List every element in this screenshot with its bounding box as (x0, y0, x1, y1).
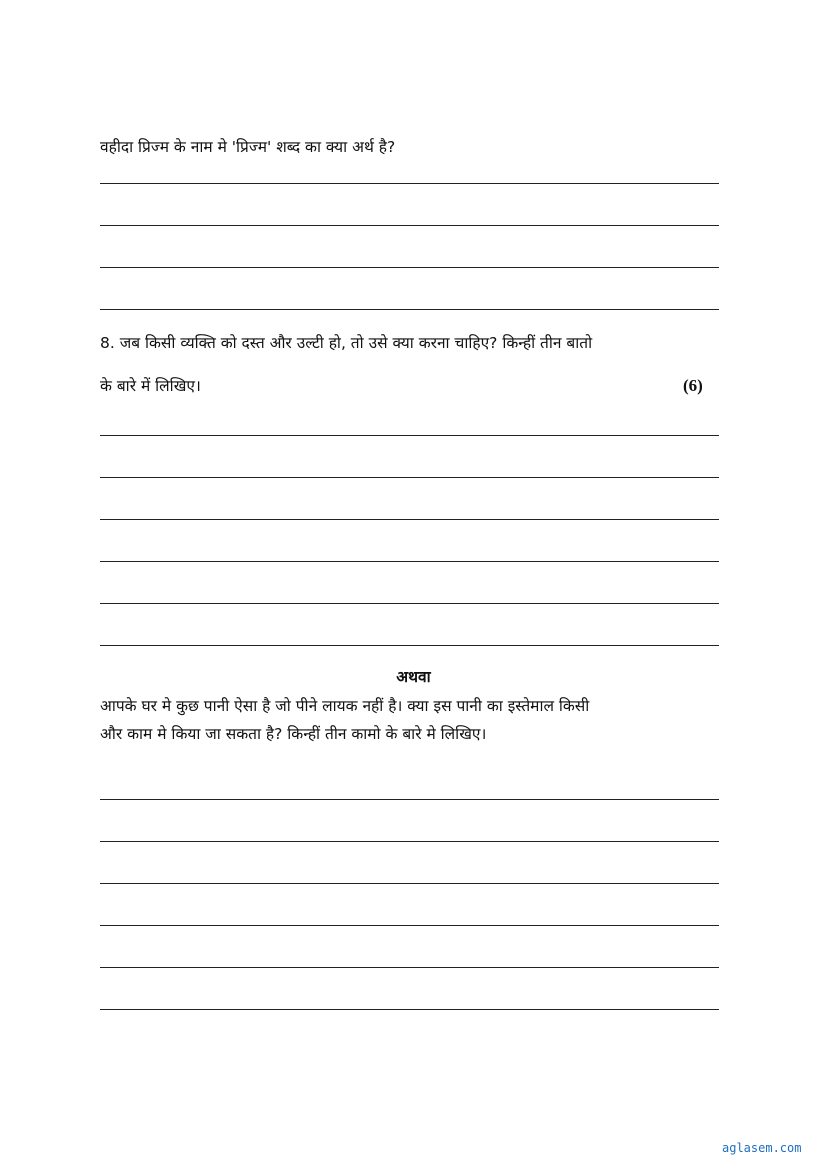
answer-line (100, 267, 719, 268)
answer-line (100, 519, 719, 520)
question-8-marks: (6) (683, 376, 703, 395)
answer-line (100, 183, 719, 184)
answer-line (100, 967, 719, 968)
or-heading: अथवा (396, 668, 431, 686)
answer-line (100, 603, 719, 604)
answer-line (100, 225, 719, 226)
alternative-question-line-2: और काम मे किया जा सकता है? किन्हीं तीन कामो के बारे मे लिखिए। (100, 725, 487, 743)
question-8-line-2: के बारे में लिखिए। (100, 377, 201, 395)
question-8-line-1: 8. जब किसी व्यक्ति को दस्त और उल्टी हो, तो उसे क्या करना चाहिए? किन्हीं तीन बातो (100, 334, 593, 352)
answer-line (100, 477, 719, 478)
watermark: aglasem.com (722, 1141, 802, 1155)
answer-line (100, 561, 719, 562)
alternative-question-line-1: आपके घर मे कुछ पानी ऐसा है जो पीने लायक नहीं है। क्या इस पानी का इस्तेमाल किसी (100, 697, 590, 715)
answer-line (100, 883, 719, 884)
answer-line (100, 435, 719, 436)
answer-line (100, 1009, 719, 1010)
question-7-text: वहीदा प्रिज्म के नाम मे 'प्रिज्म' शब्द का क्या अर्थ है? (100, 138, 396, 156)
answer-line (100, 799, 719, 800)
answer-line (100, 309, 719, 310)
answer-line (100, 841, 719, 842)
answer-line (100, 645, 719, 646)
answer-line (100, 925, 719, 926)
